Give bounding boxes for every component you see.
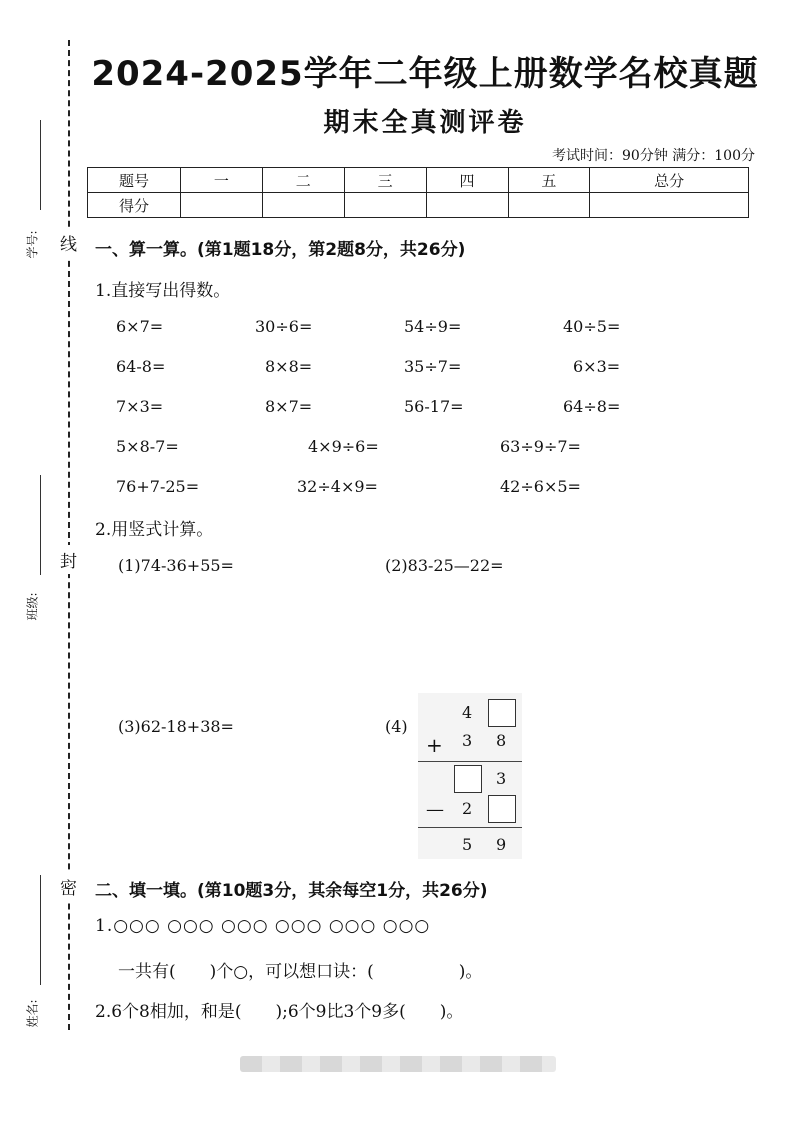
calc-item: 64÷8= xyxy=(563,397,621,416)
score-table-cell: 二 xyxy=(262,168,344,193)
calc-item: 42÷6×5= xyxy=(500,477,581,496)
puzzle-digit: 5 xyxy=(462,835,473,854)
calc-item: 56-17= xyxy=(404,397,464,416)
calc-item: 6×3= xyxy=(573,357,621,376)
blurred-watermark xyxy=(240,1056,556,1072)
class-underline xyxy=(40,475,41,575)
section1-title: 一、算一算。(第1题18分，第2题8分，共26分) xyxy=(95,240,466,260)
binding-char-feng: 封 xyxy=(60,545,77,574)
puzzle-digit: 3 xyxy=(462,731,473,750)
section2-q1-circles: 1.○○○ ○○○ ○○○ ○○○ ○○○ ○○○ xyxy=(95,916,431,936)
puzzle-digit: 8 xyxy=(496,731,507,750)
puzzle-divider xyxy=(418,827,522,828)
score-input-cell[interactable] xyxy=(181,193,263,218)
vertical-calc-item: (1)74-36+55= xyxy=(118,556,234,575)
score-table-cell: 总分 xyxy=(590,168,749,193)
score-table-cell: 一 xyxy=(181,168,263,193)
puzzle-divider xyxy=(418,761,522,762)
puzzle-digit: 4 xyxy=(462,703,473,722)
calc-item: 64-8= xyxy=(116,357,166,376)
section2-q2-line: 2.6个8相加，和是( );6个9比3个9多( )。 xyxy=(95,1002,464,1022)
score-input-cell[interactable] xyxy=(590,193,749,218)
student-id-underline xyxy=(40,120,41,210)
binding-char-mi: 密 xyxy=(60,872,77,901)
section2-title: 二、填一填。(第10题3分，其余每空1分，共26分) xyxy=(95,881,488,901)
score-table-cell: 四 xyxy=(426,168,508,193)
score-table-score-row xyxy=(88,193,749,218)
name-underline xyxy=(40,875,41,985)
name-label: 姓名: xyxy=(25,999,40,1028)
score-table-cell: 五 xyxy=(508,168,590,193)
puzzle-digit: 2 xyxy=(462,799,473,818)
score-table-cell: 题号 xyxy=(88,168,181,193)
score-input-cell[interactable] xyxy=(508,193,590,218)
calc-item: 7×3= xyxy=(116,397,164,416)
exam-info: 考试时间：90分钟 满分：100分 xyxy=(552,148,755,164)
calc-item: 40÷5= xyxy=(563,317,621,336)
score-input-cell[interactable] xyxy=(426,193,508,218)
calc-item: 32÷4×9= xyxy=(297,477,378,496)
plus-sign: + xyxy=(426,733,443,757)
score-table-header-row xyxy=(88,168,749,193)
calc-item: 63÷9÷7= xyxy=(500,437,581,456)
score-input-cell[interactable] xyxy=(262,193,344,218)
calc-item: 76+7-25= xyxy=(116,477,200,496)
score-table-cell: 三 xyxy=(344,168,426,193)
binding-char-xian: 线 xyxy=(60,228,77,257)
section2-q1-line2: 一共有( )个○，可以想口诀：( )。 xyxy=(118,962,483,982)
page-subtitle: 期末全真测评卷 xyxy=(323,108,527,138)
calc-item: 54÷9= xyxy=(404,317,462,336)
puzzle-digit: 9 xyxy=(496,835,507,854)
vertical-calc-item: (4) xyxy=(385,717,408,736)
score-table xyxy=(87,167,749,218)
puzzle-digit: 3 xyxy=(496,769,507,788)
student-id-label: 学号: xyxy=(25,230,40,259)
puzzle-blank-box[interactable] xyxy=(488,699,516,727)
section1-q2-label: 2.用竖式计算。 xyxy=(95,520,214,540)
vertical-puzzle xyxy=(418,693,522,859)
page-title: 2024-2025学年二年级上册数学名校真题 xyxy=(91,54,759,94)
puzzle-blank-box[interactable] xyxy=(454,765,482,793)
calc-item: 5×8-7= xyxy=(116,437,179,456)
score-input-cell[interactable] xyxy=(344,193,426,218)
calc-item: 30÷6= xyxy=(255,317,313,336)
calc-item: 4×9÷6= xyxy=(308,437,379,456)
puzzle-blank-box[interactable] xyxy=(488,795,516,823)
calc-item: 8×7= xyxy=(265,397,313,416)
section1-q1-label: 1.直接写出得数。 xyxy=(95,281,231,301)
class-label: 班级: xyxy=(25,592,40,621)
vertical-calc-item: (3)62-18+38= xyxy=(118,717,234,736)
score-table-cell: 得分 xyxy=(88,193,181,218)
minus-sign: — xyxy=(426,799,444,820)
calc-item: 35÷7= xyxy=(404,357,462,376)
calc-item: 6×7= xyxy=(116,317,164,336)
calc-item: 8×8= xyxy=(265,357,313,376)
vertical-calc-item: (2)83-25—22= xyxy=(385,556,504,575)
